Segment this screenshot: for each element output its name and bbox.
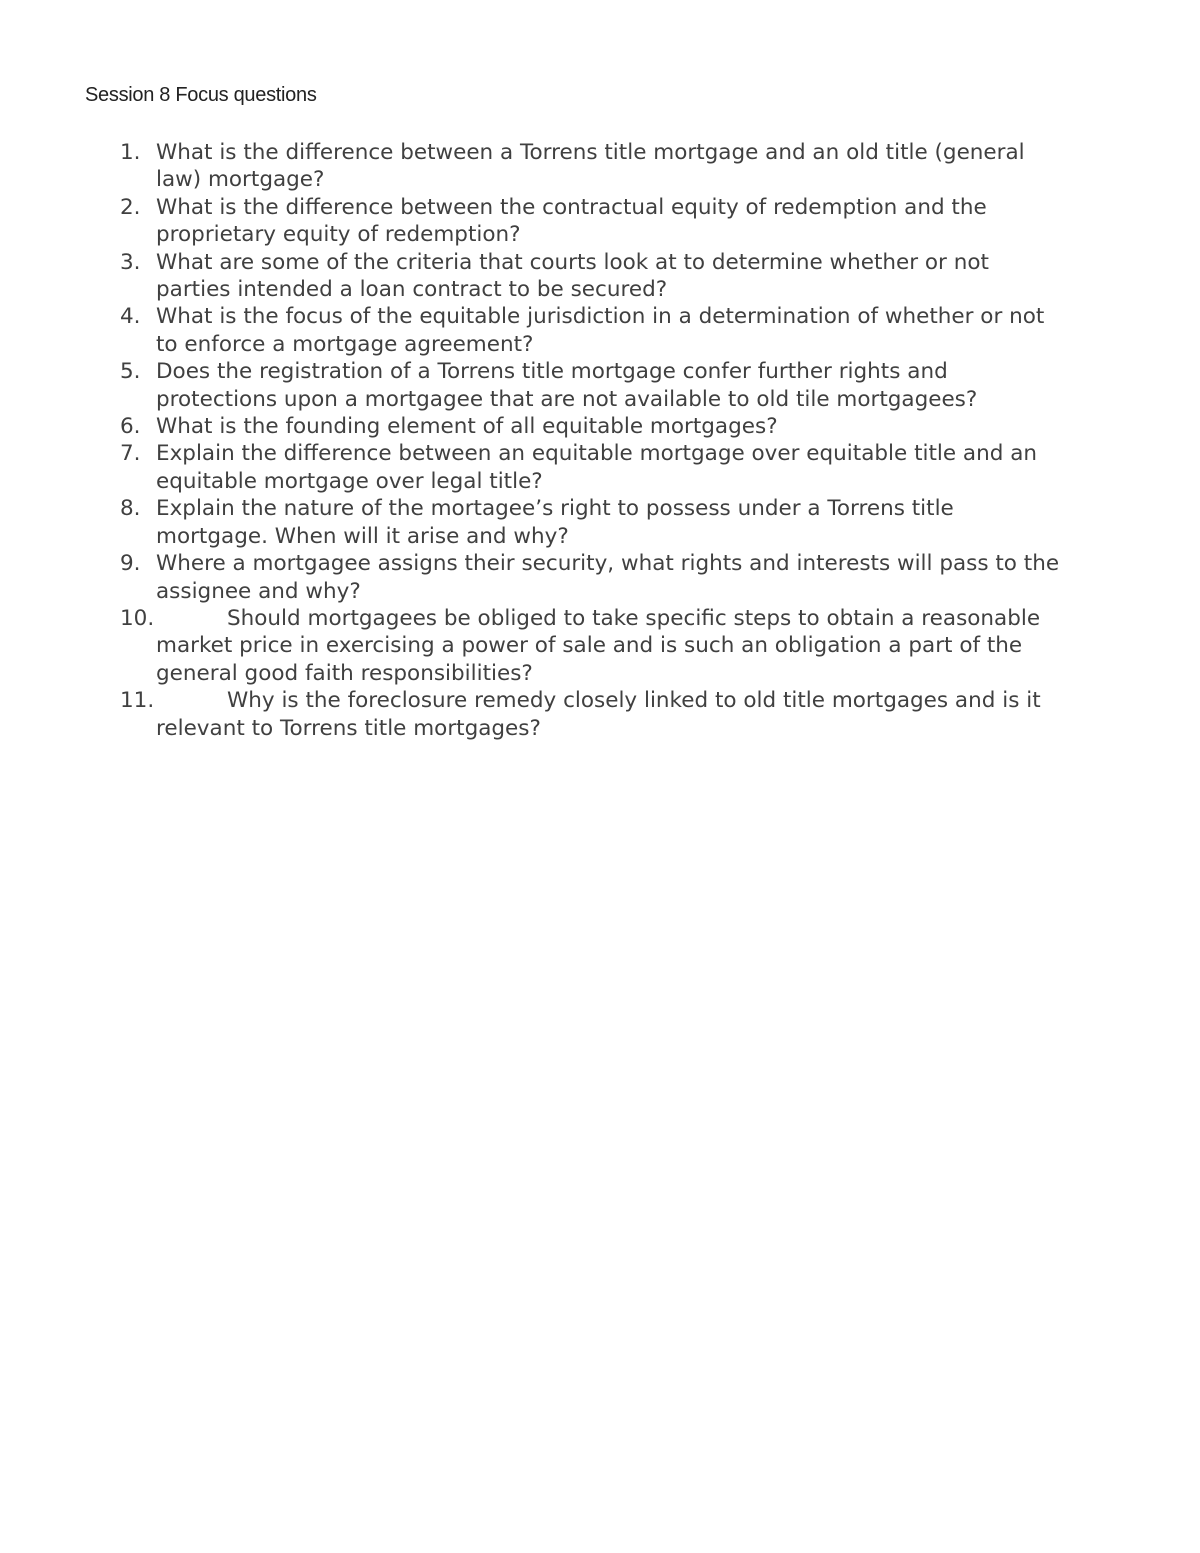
question-item <box>0 303 1200 358</box>
question-number: 1. <box>120 140 141 165</box>
question-number: 9. <box>120 551 141 577</box>
document-heading: Session 8 Focus questions <box>85 84 317 106</box>
question-text: What is the difference between a Torrens title mortgage and an old title (general law) mortgage? <box>156 140 1025 193</box>
question-item <box>0 687 1200 742</box>
question-text: What is the difference between the contractual equity of redemption and the proprietary equity of redemption? <box>156 194 987 248</box>
question-number: 3. <box>120 249 141 275</box>
question-list <box>0 139 1200 742</box>
question-number: 4. <box>120 304 141 330</box>
question-text: What are some of the criteria that courts look at to determine whether or not parties intended a loan contract to be secured? <box>156 249 989 303</box>
question-text: What is the founding element of all equitable mortgages? <box>156 414 778 440</box>
question-text: Where a mortgagee assigns their security, what rights and interests will pass to the assignee and why? <box>156 551 1060 604</box>
question-item <box>0 605 1200 687</box>
question-number: 8. <box>120 496 141 522</box>
question-number: 2. <box>120 194 141 220</box>
question-text: Why is the foreclosure remedy closely linked to old title mortgages and is it relevant to Torrens title mortgages? <box>156 688 1041 741</box>
question-item <box>0 440 1200 495</box>
question-item <box>0 139 1200 194</box>
question-text: Explain the difference between an equitable mortgage over equitable title and an equitable mortgage over legal title? <box>156 441 1038 494</box>
question-text: Does the registration of a Torrens title mortgage confer further rights and protections upon a mortgagee that are not available to old tile mortgagees? <box>156 359 978 412</box>
question-number: 11. <box>120 688 155 714</box>
question-number: 6. <box>120 414 141 440</box>
question-text: What is the focus of the equitable jurisdiction in a determination of whether or not to enforce a mortgage agreement? <box>156 304 1045 357</box>
question-item <box>0 413 1200 440</box>
question-number: 5. <box>120 359 141 385</box>
question-item <box>0 550 1200 605</box>
question-number: 7. <box>120 441 141 467</box>
question-text: Explain the nature of the mortagee’s right to possess under a Torrens title mortgage. When will it arise and why? <box>156 496 954 549</box>
question-item <box>0 249 1200 304</box>
question-number: 10. <box>120 605 155 631</box>
question-item <box>0 495 1200 550</box>
question-item <box>0 358 1200 413</box>
question-text: Should mortgagees be obliged to take specific steps to obtain a reasonable market price in exercising a power of sale and is such an obligation a part of the general good faith responsibilities? <box>156 605 1041 686</box>
question-item <box>0 194 1200 249</box>
